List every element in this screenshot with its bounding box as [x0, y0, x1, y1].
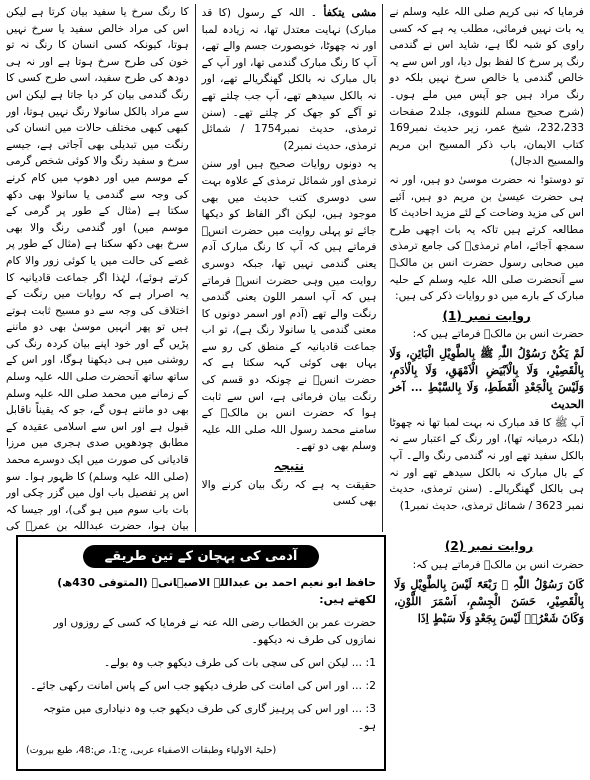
box-source: (حلیۃ الاولیاء وطبقات الاصفیاء عربی، ج:1، ص:48، طبع بیروت) — [26, 745, 277, 756]
narration-1-heading: روایت نمبر (1) — [442, 308, 531, 323]
box-item-2: 2: ... اور اس کی امانت کی طرف دیکھو جب اس کے پاس امانت رکھی جائے۔ — [30, 679, 376, 692]
narration-1-intro: حضرت انس بن مالکؓ فرماتے ہیں کہ: — [412, 328, 584, 341]
narration-1-translation: آپ ﷺ کا قد مبارک نہ بہت لمبا تھا نہ چھوٹا (بلکہ درمیانہ تھا)، اور رنگ کے اعتبار سے نہ بالکل سفید تھے اور نہ گندمی رنگ والے۔ آپ کے بال مبارک نہ بالکل سیدھے تھے اور نہ ہی بالکل گھنگریالے۔ (سنن ترمذی، حدیث نمبر 3623 / شمائل ترمذی، حدیث نمبر1) — [389, 416, 584, 512]
box-item-1: 1: ... لیکن اس کی سچی بات کی طرف دیکھو جب وہ بولے۔ — [103, 656, 376, 669]
middle-paragraph-1 — [202, 4, 377, 154]
three-ways-box — [16, 535, 386, 771]
article-columns — [6, 4, 584, 532]
box-intro: حافظ ابو نعیم احمد بن عبداللہ الاصبہانیؒ (المتوفی 430ھ) لکھتے ہیں: — [57, 576, 376, 606]
right-bottom-column — [394, 535, 584, 775]
middle-column — [195, 4, 383, 532]
conclusion-heading: نتیجہ — [274, 459, 305, 474]
right-column — [382, 4, 584, 532]
right-intro-paragraph: فرمایا کہ نبی کریم صلی اللہ علیہ وسلم نے یہ بات نہیں فرمائی، مطلب یہ ہے کہ کسی راوی کو شبہ لگا ہے، شاید اس نے گندمی رنگ پر سرخ کا لفظ بول دیا، اور اس سے یہ خالص گندمی یا خالص سرخ نہیں بلکہ دو رنگ مراد ہیں جو آپس میں ملے ہوں۔ (شرح صحیح مسلم للنووی، جلد2 صفحات 232،233، شیخ عمر، زیر حدیث نمبر169 کتاب الایمان، باب ذکر المسیح ابن مریم والمسیح الدجال) — [389, 6, 584, 168]
narration-2-arabic: کَانَ رَسُوْلُ اللّٰہِ ﷺ رَبْعَۃً لَیْسَ بِالطَّوِیْلِ وَلَا بِالْقَصِیْرِ، حَسَنَ الْجِسْمِ، اَسْمَرَ اللَّوْنِ، وَکَانَ شَعْرُہٗ لَیْسَ بِجَعْدٍ وَلَا سَبْطٍ اِذَا — [394, 578, 584, 626]
narration-2-heading: روایت نمبر (2) — [444, 539, 534, 553]
right-paragraph-2: تو دوستو! نہ حضرت موسیٰ دو ہیں، اور نہ ہی حضرت عیسیٰ بن مریم دو ہیں، آئیے اس کی مزید وضاحت کے لئے مزید احادیث کا مطالعہ کرتے ہیں تاکہ یہ بات اچھی طرح سمجھ آجائے، امام ترمذیؒ کی جامع ترمذی میں صحابی رسول حضرت انس بن مالکؓ سے آنحضرت صلی اللہ علیہ وسلم کے حلیہ مبارک کے بارے میں دو روایات ذکر کی ہیں: — [389, 173, 584, 303]
narration-1-arabic: لَمْ یَکُنْ رَسُوْلُ اللّٰہِ ﷺ بِالطَّوِیْلِ الْبَائِنِ، وَلَا بِالْقَصِیْرِ، وَلَا بِالْاَبْیَضِ الْاَمْھَقِ، وَلَا بِالْاٰدَمِ، وَلَیْسَ بِالْجَعْدِ الْقَطَطِ، وَلَا بِالسَّبْطِ ... آخر الحدیث — [389, 346, 584, 411]
arabic-phrase: مشی یتکفأ — [323, 6, 377, 19]
middle-paragraph-1-text: ۔ اللہ کے رسول (کا قد مبارک) نہایت معتدل تھا، نہ زیادہ لمبا اور نہ چھوٹا، خوبصورت جسم والے تھے، آپ کا رنگ مبارک گندمی تھا، اور آپ کے بال مبارک نہ بالکل گھنگریالے تھے، اور نہ بالکل سیدھے تھے، آپ جب چلتے تھے تو آگے کو جھک کر چلتے تھے۔ (سنن ترمذی، حدیث نمبر1754 / شمائل ترمذی، حدیث نمبر2) — [201, 7, 377, 152]
left-paragraph: کا رنگ سرخ یا سفید بیان کرتا ہے لیکن اس کی مراد خالص سفید یا سرخ نہیں ہوتا، کیونکہ کسی انسان کا رنگ نہ تو خون کی طرح سرخ ہوتا ہے اور نہ ہی دودھ کی طرح سفید، اسی طرح کسی کا رنگ گندمی بیان کر دیا جاتا ہے لیکن اس سے مراد بالکل سانولا رنگ نہیں ہوتا، اور کبھی کبھی مختلف حالات میں انسان کی رنگت میں تبدیلی بھی آجاتی ہے، جیسے سرخ و سفید رنگ والا کوئی شخص گرمی کے موسم میں اور دھوپ میں کام کرنے کی وجہ سے گندمی یا سانولا بھی دکھ سکتا ہے (مثال کے طور پر گرمی کے موسم میں) اور گندمی رنگ والا بھی سرخ بھی دکھ سکتا ہے (مثال کے طور پر غصے کی حالت میں یا کوئی زور والا کام کرتے ہوئے)، لہٰذا اگر جماعت قادیانیہ کا یہ اصرار ہے کہ روایات میں رنگت کے اختلاف کی وجہ سے دو مسیح ثابت ہوتے ہیں تو پھر انہیں موسیٰ بھی دو ماننے پڑیں گے اور خود اپنے بیان کردہ رنگ کی روشنی میں ہی دیکھنا ہوگا، اور اس کے ساتھ ساتھ آنحضرت صلی اللہ علیہ وسلم کے زمانے میں محمد صلی اللہ علیہ وسلم بھی دو ماننے ہوں گے، جو کہ یقیناً ناقابل قبول ہے اور اس سے اسلامی عقیدہ کے مطابق چودھویں صدی ہجری میں مرزا قادیانی کی صورت میں ایک دوسرے محمد (صلی اللہ علیہ وسلم) کا ظہور ہوا۔ سو اس پر تفصیل باب اول میں گزر چکی اور بات باب سوم میں ہو گی)، اور جیسا کہ بیان ہوا، حضرت عبداللہ بن عمرؓ کی — [6, 6, 189, 532]
box-item-3: 3: ... اور اس کی پرہیز گاری کی طرف دیکھو جب وہ دنیاداری میں متوجہ ہو۔ — [43, 702, 376, 732]
left-column — [6, 4, 195, 532]
conclusion-text: حقیقت یہ ہے کہ رنگ بیان کرنے والا بھی کسی — [201, 478, 377, 508]
middle-paragraph-2: یہ دونوں روایات صحیح ہیں اور سنن ترمذی اور شمائل ترمذی کے علاوہ بہت سی دوسری کتب حدیث میں بھی موجود ہیں، لیکن اگر الفاظ کو دیکھا جائے تو پہلی روایت میں حضرت انسؓ فرماتے ہیں کہ آپ کا رنگ مبارک آدم یعنی گندمی نہیں تھا، جبکہ دوسری روایت میں وہی حضرت انسؓ فرماتے ہیں کہ آپ اسمر اللون یعنی گندمی رنگت والے تھے (آدم اور اسمر دونوں کا معنی گندمی یا سانولا رنگ ہے)، تو اب جماعت قادیانیہ کے منطق کی رو سے یہاں بھی کوئی کہہ سکتا ہے کہ حضرت انسؓ نے چونکہ دو قسم کی رنگت بیان فرمائی ہے، اس سے ثابت ہوا کہ حضرت انس بن مالکؓ کے سامنے محمد رسول اللہ صلی اللہ علیہ وسلم بھی دو تھے۔ — [201, 158, 377, 453]
narration-2-intro: حضرت انس بن مالکؓ فرماتے ہیں کہ: — [412, 558, 584, 571]
box-title-wrap — [26, 545, 376, 568]
box-title: آدمی کی پہچان کے تین طریقے — [83, 545, 320, 568]
box-quote: حضرت عمر بن الخطاب رضی اللہ عنہ نے فرمایا کہ کسی کے روزوں اور نمازوں کی طرف نہ دیکھو۔ — [53, 616, 376, 646]
